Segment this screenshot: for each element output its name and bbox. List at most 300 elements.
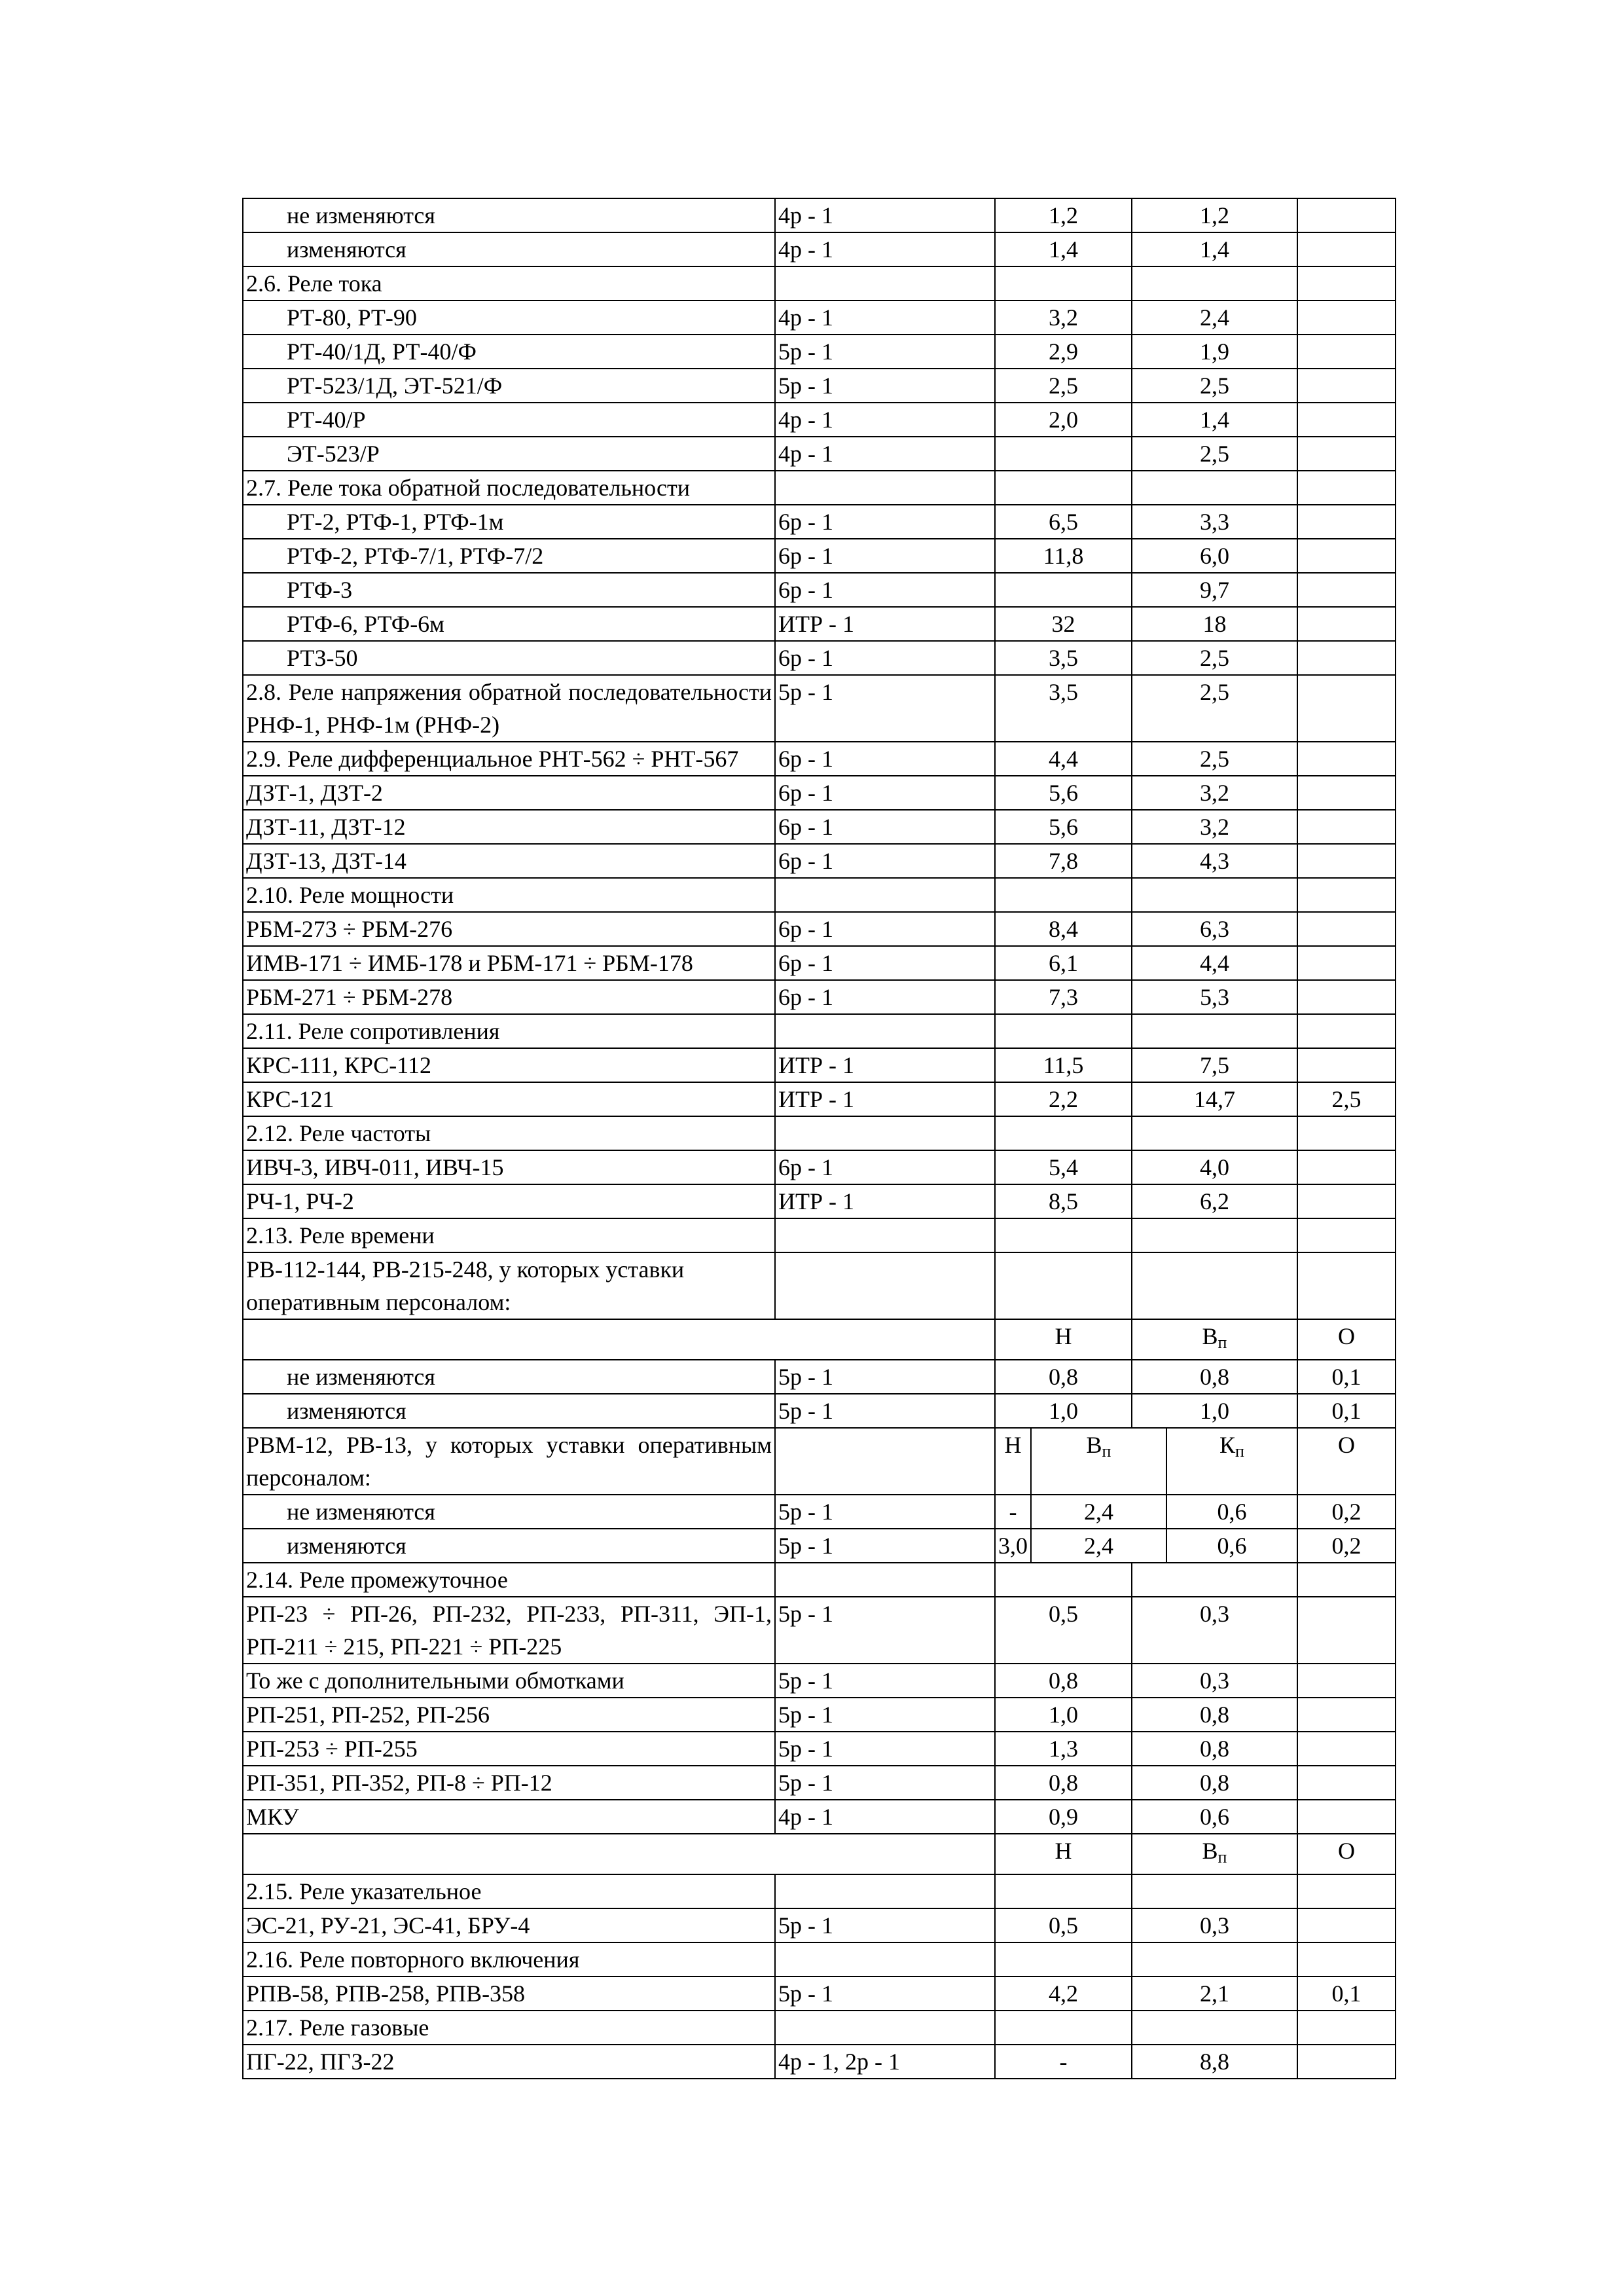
relay-type: 5р - 1 (775, 1394, 995, 1428)
table-row (243, 1116, 1396, 1150)
table-row (243, 1664, 1396, 1698)
value-n: 2,5 (995, 369, 1132, 403)
value-v: 0,8 (1132, 1698, 1297, 1732)
value-n: 1,2 (995, 198, 1132, 232)
value-v: 1,4 (1132, 232, 1297, 266)
value-v: 4,0 (1132, 1150, 1297, 1184)
table-row (243, 878, 1396, 912)
row-label: 2.7. Реле тока обратной последовательности (243, 471, 775, 505)
table-row (243, 437, 1396, 471)
relay-type: 6р - 1 (775, 641, 995, 675)
column-letter: К (1219, 1432, 1236, 1458)
value-o: 2,5 (1297, 1082, 1396, 1116)
row-label: 2.17. Реле газовые (243, 2011, 775, 2045)
row-label: РТ-523/1Д, ЭТ-521/Ф (243, 369, 775, 403)
relay-type: 5р - 1 (775, 1495, 995, 1529)
value-o: 0,1 (1297, 1977, 1396, 2011)
table-row (243, 1252, 1396, 1319)
value-v: 3,2 (1132, 810, 1297, 844)
value-n: 11,5 (995, 1048, 1132, 1082)
value-v (1132, 1218, 1297, 1252)
value-v: 0,8 (1132, 1766, 1297, 1800)
value-o (1297, 844, 1396, 878)
relay-type: 6р - 1 (775, 776, 995, 810)
table-row (243, 641, 1396, 675)
row-label: изменяются (243, 1529, 775, 1563)
value-n (995, 266, 1132, 301)
relay-type (775, 1014, 995, 1048)
table-row (243, 301, 1396, 335)
value-n: 3,2 (995, 301, 1132, 335)
column-letter: О (1338, 1323, 1356, 1349)
relay-type (775, 1218, 995, 1252)
relay-type (775, 878, 995, 912)
value-v: 0,3 (1132, 1664, 1297, 1698)
value-v: 1,9 (1132, 335, 1297, 369)
value-o: 0,1 (1297, 1394, 1396, 1428)
value-o (1297, 1563, 1396, 1597)
relay-type: 4р - 1, 2р - 1 (775, 2045, 995, 2079)
table-row (243, 742, 1396, 776)
value-v: 2,1 (1132, 1977, 1297, 2011)
table-row (243, 1977, 1396, 2011)
value-o (1297, 1908, 1396, 1942)
value-o (1297, 1800, 1396, 1834)
table-row (243, 369, 1396, 403)
value-o (1297, 1116, 1396, 1150)
relay-type: ИТР - 1 (775, 1082, 995, 1116)
value-n: 1,3 (995, 1732, 1132, 1766)
value-o: 0,2 (1297, 1495, 1396, 1529)
relay-type (775, 471, 995, 505)
relay-type: ИТР - 1 (775, 607, 995, 641)
value-n: 2,9 (995, 335, 1132, 369)
row-label: не изменяются (243, 1495, 775, 1529)
header-n (995, 1834, 1132, 1874)
value-o (1297, 1150, 1396, 1184)
relay-type: 6р - 1 (775, 912, 995, 946)
value-v: 1,0 (1132, 1394, 1297, 1428)
value-o (1297, 471, 1396, 505)
table-row (243, 946, 1396, 980)
value-v: 4,3 (1132, 844, 1297, 878)
value-v: 2,5 (1132, 675, 1297, 742)
value-n (995, 1116, 1132, 1150)
row-label: ДЗТ-1, ДЗТ-2 (243, 776, 775, 810)
table-row (243, 1908, 1396, 1942)
row-label: ДЗТ-13, ДЗТ-14 (243, 844, 775, 878)
table-row (243, 1529, 1396, 1563)
value-v (1132, 1942, 1297, 1977)
value-n: 0,8 (995, 1766, 1132, 1800)
value-n: 32 (995, 607, 1132, 641)
row-label: ИМВ-171 ÷ ИМБ-178 и РБМ-171 ÷ РБМ-178 (243, 946, 775, 980)
relay-type: 5р - 1 (775, 369, 995, 403)
value-n: 3,0 (995, 1529, 1031, 1563)
column-letter: Н (1055, 1838, 1072, 1864)
value-n: 8,5 (995, 1184, 1132, 1218)
value-o (1297, 1874, 1396, 1908)
row-label: 2.15. Реле указательное (243, 1874, 775, 1908)
relay-type: 5р - 1 (775, 675, 995, 742)
value-k: 0,6 (1166, 1529, 1297, 1563)
value-v: 0,6 (1132, 1800, 1297, 1834)
column-letter: О (1338, 1432, 1356, 1458)
value-n: 6,5 (995, 505, 1132, 539)
table-row (243, 1874, 1396, 1908)
value-v: 2,5 (1132, 369, 1297, 403)
row-label: КРС-121 (243, 1082, 775, 1116)
value-n: 0,8 (995, 1664, 1132, 1698)
table-row (243, 1048, 1396, 1082)
table-row (243, 1184, 1396, 1218)
header-o (1297, 1319, 1396, 1360)
column-letter: О (1338, 1838, 1356, 1864)
value-n: 1,0 (995, 1394, 1132, 1428)
value-o (1297, 505, 1396, 539)
row-label: То же с дополнительными обмотками (243, 1664, 775, 1698)
column-subscript: п (1235, 1442, 1244, 1461)
value-n: 5,4 (995, 1150, 1132, 1184)
relay-type: 5р - 1 (775, 335, 995, 369)
value-n (995, 1218, 1132, 1252)
value-o (1297, 675, 1396, 742)
value-v (1132, 1563, 1297, 1597)
relay-type: 4р - 1 (775, 1800, 995, 1834)
relay-type: 5р - 1 (775, 1908, 995, 1942)
value-n: 1,4 (995, 232, 1132, 266)
value-n: - (995, 2045, 1132, 2079)
table-row (243, 1597, 1396, 1664)
value-v: 18 (1132, 607, 1297, 641)
row-label: РП-253 ÷ РП-255 (243, 1732, 775, 1766)
value-v: 9,7 (1132, 573, 1297, 607)
value-n: 1,0 (995, 1698, 1132, 1732)
value-v: 0,3 (1132, 1908, 1297, 1942)
value-k: 0,6 (1166, 1495, 1297, 1529)
value-o (1297, 878, 1396, 912)
row-label: РП-251, РП-252, РП-256 (243, 1698, 775, 1732)
column-subscript: п (1218, 1333, 1227, 1352)
column-letter: Н (1055, 1323, 1072, 1349)
row-label: изменяются (243, 232, 775, 266)
column-letter: Н (1004, 1432, 1022, 1458)
relay-type: 6р - 1 (775, 573, 995, 607)
empty-label-cell (243, 1319, 995, 1360)
relay-type: 4р - 1 (775, 437, 995, 471)
value-n: 0,8 (995, 1360, 1132, 1394)
table-row (243, 1150, 1396, 1184)
row-label: 2.14. Реле промежуточное (243, 1563, 775, 1597)
value-n: 2,0 (995, 403, 1132, 437)
table-row (243, 1563, 1396, 1597)
row-label: РП-351, РП-352, РП-8 ÷ РП-12 (243, 1766, 775, 1800)
value-o (1297, 810, 1396, 844)
row-label: не изменяются (243, 198, 775, 232)
table-row (243, 1766, 1396, 1800)
row-label: ПГ-22, ПГЗ-22 (243, 2045, 775, 2079)
header-k (1166, 1428, 1297, 1495)
value-n: 11,8 (995, 539, 1132, 573)
table-row (243, 675, 1396, 742)
value-v: 2,5 (1132, 437, 1297, 471)
column-letter: В (1202, 1838, 1218, 1864)
row-label: 2.12. Реле частоты (243, 1116, 775, 1150)
value-v: 2,5 (1132, 641, 1297, 675)
value-o (1297, 1597, 1396, 1664)
table-row (243, 1800, 1396, 1834)
empty-label-cell (243, 1834, 995, 1874)
relay-type: 5р - 1 (775, 1698, 995, 1732)
column-subscript: п (1102, 1442, 1111, 1461)
table-row (243, 912, 1396, 946)
value-o (1297, 1766, 1396, 1800)
value-v: 2,4 (1132, 301, 1297, 335)
relay-type: 4р - 1 (775, 403, 995, 437)
value-n: 2,2 (995, 1082, 1132, 1116)
row-label: 2.11. Реле сопротивления (243, 1014, 775, 1048)
value-o (1297, 1218, 1396, 1252)
value-n (995, 471, 1132, 505)
value-n (995, 437, 1132, 471)
value-o (1297, 946, 1396, 980)
value-n: 0,5 (995, 1908, 1132, 1942)
table-row (243, 266, 1396, 301)
value-o (1297, 198, 1396, 232)
value-v (1132, 1252, 1297, 1319)
relay-type: 5р - 1 (775, 1360, 995, 1394)
header-o (1297, 1834, 1396, 1874)
value-v: 2,4 (1031, 1495, 1166, 1529)
row-label: РТФ-6, РТФ-6м (243, 607, 775, 641)
relay-type: 5р - 1 (775, 1732, 995, 1766)
table-row (243, 505, 1396, 539)
header-n (995, 1428, 1031, 1495)
relay-type: 6р - 1 (775, 505, 995, 539)
value-v: 7,5 (1132, 1048, 1297, 1082)
value-n: 4,2 (995, 1977, 1132, 2011)
value-n: 6,1 (995, 946, 1132, 980)
relay-table (242, 198, 1396, 2079)
value-n (995, 1014, 1132, 1048)
value-n: 7,8 (995, 844, 1132, 878)
value-o (1297, 641, 1396, 675)
value-o (1297, 1698, 1396, 1732)
relay-type: 4р - 1 (775, 232, 995, 266)
value-o (1297, 573, 1396, 607)
value-n: 8,4 (995, 912, 1132, 946)
relay-type (775, 1116, 995, 1150)
relay-type: 6р - 1 (775, 742, 995, 776)
value-o: 0,2 (1297, 1529, 1396, 1563)
value-n: 3,5 (995, 641, 1132, 675)
value-o (1297, 301, 1396, 335)
row-label: не изменяются (243, 1360, 775, 1394)
value-v (1132, 471, 1297, 505)
value-o (1297, 980, 1396, 1014)
value-v (1132, 1116, 1297, 1150)
value-n (995, 573, 1132, 607)
relay-type (775, 1942, 995, 1977)
table-row (243, 403, 1396, 437)
value-v: 6,0 (1132, 539, 1297, 573)
relay-type (775, 266, 995, 301)
row-label: изменяются (243, 1394, 775, 1428)
table-row (243, 573, 1396, 607)
relay-type: ИТР - 1 (775, 1048, 995, 1082)
value-n (995, 2011, 1132, 2045)
column-subscript: п (1218, 1848, 1227, 1867)
value-o (1297, 539, 1396, 573)
value-n: 5,6 (995, 776, 1132, 810)
row-label: 2.10. Реле мощности (243, 878, 775, 912)
relay-type (775, 1874, 995, 1908)
row-label: РТФ-2, РТФ-7/1, РТФ-7/2 (243, 539, 775, 573)
relay-type: 6р - 1 (775, 1150, 995, 1184)
row-label: РТЗ-50 (243, 641, 775, 675)
table-row (243, 1082, 1396, 1116)
table-row (243, 1834, 1396, 1874)
value-v: 2,5 (1132, 742, 1297, 776)
value-v: 6,3 (1132, 912, 1297, 946)
table-row (243, 1942, 1396, 1977)
table-row (243, 471, 1396, 505)
row-label: РЧ-1, РЧ-2 (243, 1184, 775, 1218)
value-n: 7,3 (995, 980, 1132, 1014)
row-label: 2.8. Реле напряжения обратной последовательности РНФ-1, РНФ-1м (РНФ-2) (243, 675, 775, 742)
column-letter: В (1086, 1432, 1102, 1458)
row-label: 2.13. Реле времени (243, 1218, 775, 1252)
value-v: 0,8 (1132, 1732, 1297, 1766)
row-label: РВ-112-144, РВ-215-248, у которых уставки оперативным персоналом: (243, 1252, 775, 1319)
value-o: 0,1 (1297, 1360, 1396, 1394)
value-v: 14,7 (1132, 1082, 1297, 1116)
table-row (243, 1394, 1396, 1428)
value-o (1297, 232, 1396, 266)
relay-type: ИТР - 1 (775, 1184, 995, 1218)
value-o (1297, 1252, 1396, 1319)
table-row (243, 1014, 1396, 1048)
value-v (1132, 1874, 1297, 1908)
row-label: РБМ-273 ÷ РБМ-276 (243, 912, 775, 946)
value-v: 8,8 (1132, 2045, 1297, 2079)
table-row (243, 1732, 1396, 1766)
row-label: ЭС-21, РУ-21, ЭС-41, БРУ-4 (243, 1908, 775, 1942)
value-o (1297, 1014, 1396, 1048)
value-v (1132, 266, 1297, 301)
value-v: 6,2 (1132, 1184, 1297, 1218)
relay-type (775, 1563, 995, 1597)
row-label: РТ-40/Р (243, 403, 775, 437)
row-label: РПВ-58, РПВ-258, РПВ-358 (243, 1977, 775, 2011)
value-v: 1,4 (1132, 403, 1297, 437)
row-label: РБМ-271 ÷ РБМ-278 (243, 980, 775, 1014)
value-o (1297, 2045, 1396, 2079)
relay-type (775, 1252, 995, 1319)
table-row (243, 1495, 1396, 1529)
value-v: 2,4 (1031, 1529, 1166, 1563)
value-o (1297, 742, 1396, 776)
header-o (1297, 1428, 1396, 1495)
value-n: - (995, 1495, 1031, 1529)
relay-type: 6р - 1 (775, 980, 995, 1014)
table-row (243, 539, 1396, 573)
value-n: 3,5 (995, 675, 1132, 742)
relay-type: 4р - 1 (775, 198, 995, 232)
relay-type: 6р - 1 (775, 946, 995, 980)
table-row (243, 810, 1396, 844)
value-v: 0,8 (1132, 1360, 1297, 1394)
value-o (1297, 912, 1396, 946)
value-n (995, 1942, 1132, 1977)
value-n: 5,6 (995, 810, 1132, 844)
table-row (243, 844, 1396, 878)
value-o (1297, 1942, 1396, 1977)
relay-type: 5р - 1 (775, 1664, 995, 1698)
row-label: РТ-40/1Д, РТ-40/Ф (243, 335, 775, 369)
table-row (243, 776, 1396, 810)
value-n (995, 1874, 1132, 1908)
value-n: 0,9 (995, 1800, 1132, 1834)
row-label: 2.16. Реле повторного включения (243, 1942, 775, 1977)
value-v (1132, 2011, 1297, 2045)
value-o (1297, 2011, 1396, 2045)
value-v: 5,3 (1132, 980, 1297, 1014)
value-v: 0,3 (1132, 1597, 1297, 1664)
relay-type: 5р - 1 (775, 1597, 995, 1664)
value-o (1297, 1048, 1396, 1082)
value-o (1297, 335, 1396, 369)
row-label: ЭТ-523/Р (243, 437, 775, 471)
row-label: РП-23 ÷ РП-26, РП-232, РП-233, РП-311, ЭП-1, РП-211 ÷ 215, РП-221 ÷ РП-225 (243, 1597, 775, 1664)
column-letter: В (1202, 1323, 1218, 1349)
relay-type: 6р - 1 (775, 844, 995, 878)
value-o (1297, 266, 1396, 301)
row-label: ДЗТ-11, ДЗТ-12 (243, 810, 775, 844)
row-label: МКУ (243, 1800, 775, 1834)
value-v (1132, 1014, 1297, 1048)
value-n (995, 878, 1132, 912)
table-row (243, 607, 1396, 641)
relay-type (775, 1428, 995, 1495)
value-v: 3,3 (1132, 505, 1297, 539)
value-v: 4,4 (1132, 946, 1297, 980)
table-row (243, 1319, 1396, 1360)
value-o (1297, 369, 1396, 403)
header-n (995, 1319, 1132, 1360)
table-row (243, 1218, 1396, 1252)
value-o (1297, 1184, 1396, 1218)
value-n (995, 1252, 1132, 1319)
table-row (243, 2011, 1396, 2045)
relay-type: 5р - 1 (775, 1766, 995, 1800)
value-v: 3,2 (1132, 776, 1297, 810)
value-v: 1,2 (1132, 198, 1297, 232)
relay-type: 4р - 1 (775, 301, 995, 335)
relay-type: 6р - 1 (775, 539, 995, 573)
value-n (995, 1563, 1132, 1597)
row-label: РТФ-3 (243, 573, 775, 607)
value-o (1297, 607, 1396, 641)
table-row (243, 980, 1396, 1014)
value-o (1297, 437, 1396, 471)
table-row (243, 2045, 1396, 2079)
value-v (1132, 878, 1297, 912)
table-row (243, 1360, 1396, 1394)
value-o (1297, 1732, 1396, 1766)
row-label: 2.6. Реле тока (243, 266, 775, 301)
row-label: ИВЧ-3, ИВЧ-011, ИВЧ-15 (243, 1150, 775, 1184)
